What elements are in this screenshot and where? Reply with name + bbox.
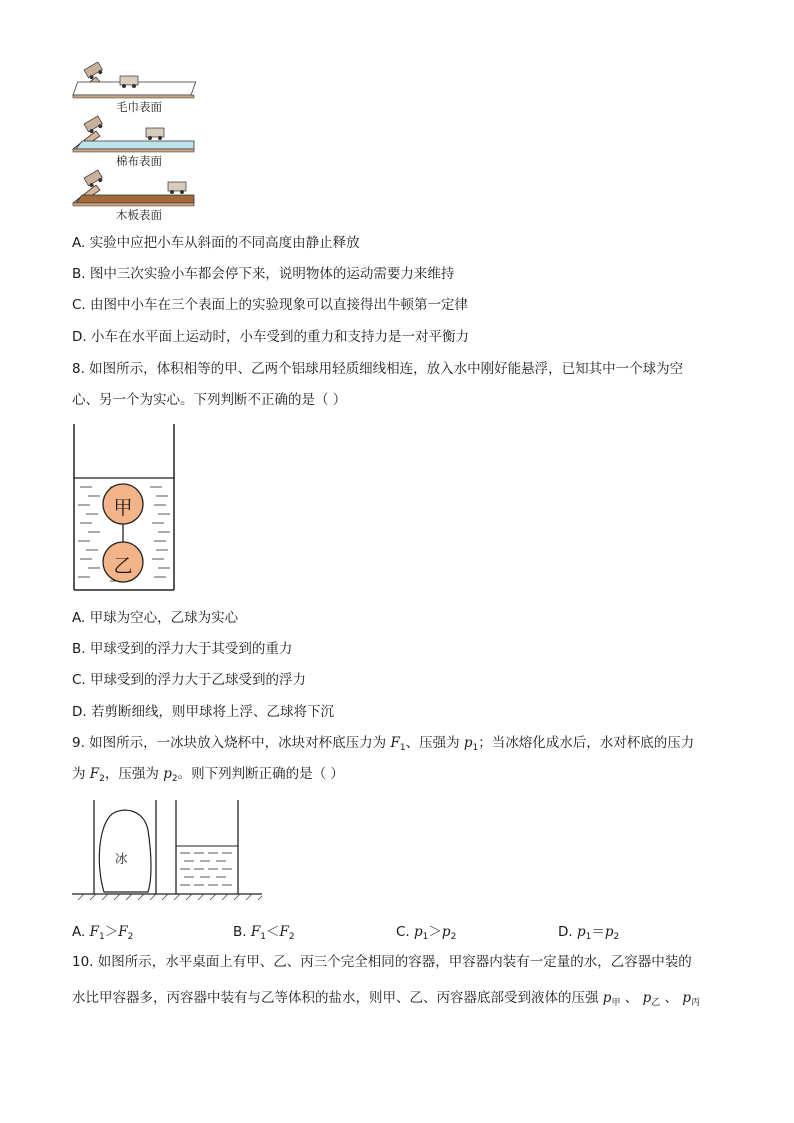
melted-water-hatching: [180, 853, 232, 885]
q9-stem-line1: 9. 如图所示，一冰块放入烧杯中，冰块对杯底压力为 $F_1$、压强为 $p_1$；当冰熔化成水后，水对杯底的压力: [72, 735, 695, 753]
towel-caption: 毛巾表面: [116, 100, 162, 114]
q10-stem-line1: 10. 如图所示，水平桌面上有甲、乙、丙三个完全相同的容器，甲容器内装有一定量的水，乙容器中装的: [72, 954, 692, 970]
q9-option-b: B. $F_1<F_2$: [233, 924, 295, 942]
q8-option-d: D. 若剪断细线，则甲球将上浮、乙球将下沉: [72, 704, 334, 720]
ground-hatching: [78, 894, 262, 900]
q9-option-c: C. $p_1>p_2$: [396, 924, 457, 942]
cotton-ramp: [73, 116, 194, 152]
q7-option-d: D. 小车在水平面上运动时，小车受到的重力和支持力是一对平衡力: [72, 329, 469, 345]
q8-option-c: C. 甲球受到的浮力大于乙球受到的浮力: [72, 672, 307, 688]
q8-stem-line2: 心、另一个为实心。下列判断不正确的是（ ）: [72, 392, 347, 408]
q7-option-a: A. 实验中应把小车从斜面的不同高度由静止释放: [72, 235, 360, 251]
wood-ramp: [73, 170, 194, 206]
cotton-caption: 棉布表面: [116, 154, 162, 168]
q7-ramp-figure: [70, 62, 205, 227]
q9-beaker-figure: [70, 796, 265, 906]
q9-option-d: D. $p_1=p_2$: [558, 924, 620, 942]
q7-option-c: C. 由图中小车在三个表面上的实验现象可以直接得出牛顿第一定律: [72, 297, 469, 313]
q9-option-a: A. $F_1>F_2$: [72, 924, 134, 942]
q8-option-a: A. 甲球为空心，乙球为实心: [72, 610, 239, 626]
ice-label: 冰: [115, 851, 128, 866]
q10-stem-line2: 水比甲容器多，丙容器中装有与乙等体积的盐水，则甲、乙、丙容器底部受到液体的压强 $p_甲$ 、 $p_乙$ 、 $p_丙$: [72, 990, 700, 1008]
towel-ramp: [73, 62, 196, 98]
ball-jia-label: 甲: [113, 497, 133, 519]
q9-stem-line2: 为 $F_2$，压强为 $p_2$。则下列判断正确的是（ ）: [72, 766, 344, 784]
wood-caption: 木板表面: [116, 208, 162, 222]
q8-option-b: B. 甲球受到的浮力大于其受到的重力: [72, 641, 293, 657]
q7-option-b: B. 图中三次实验小车都会停下来，说明物体的运动需要力来维持: [72, 266, 455, 282]
ball-yi-label: 乙: [113, 555, 133, 577]
q8-stem-line1: 8. 如图所示，体积相等的甲、乙两个铝球用轻质细线相连，放入水中刚好能悬浮，已知其中一个球为空: [72, 361, 684, 377]
